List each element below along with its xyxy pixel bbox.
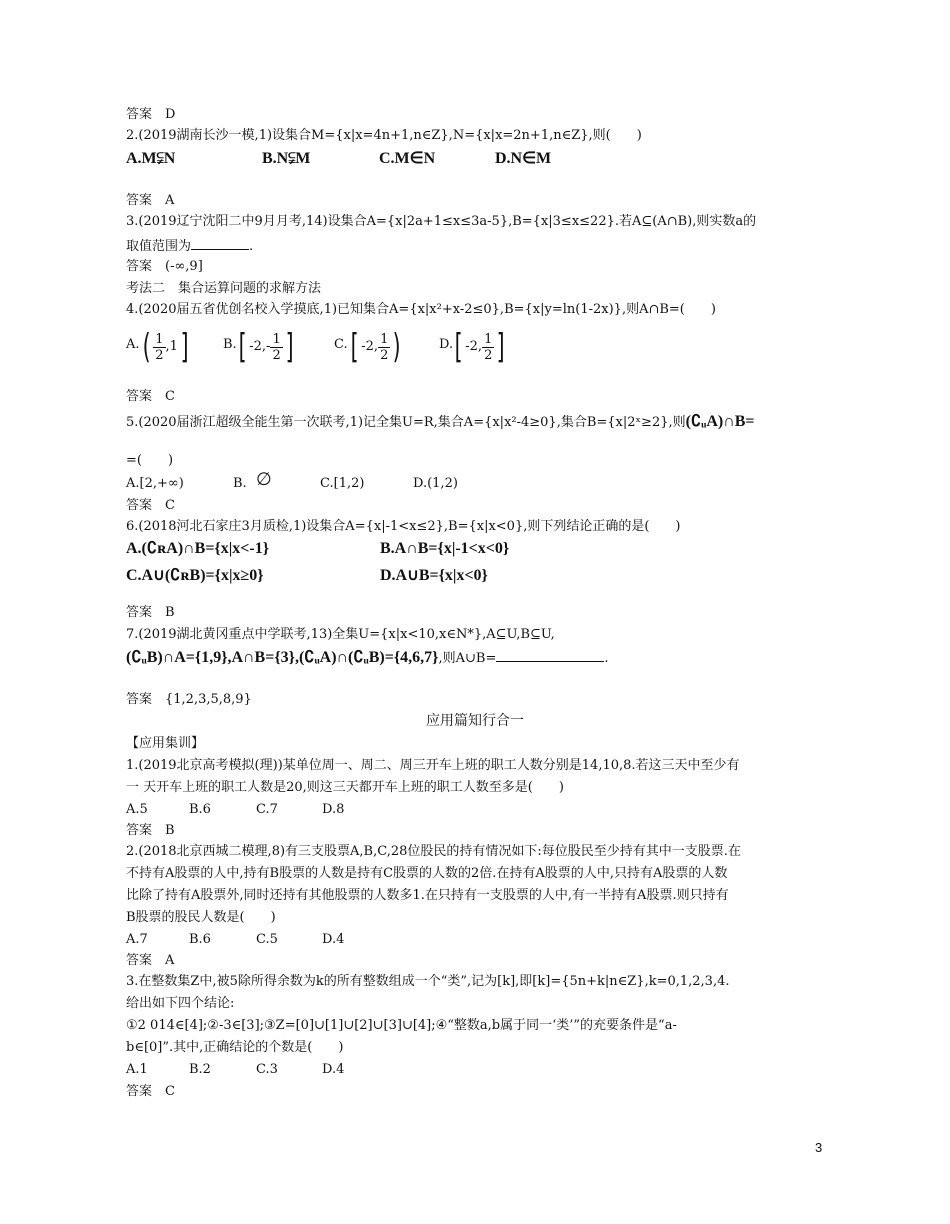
option-d: D.N∈M	[495, 150, 552, 167]
option-b: B.N⫋M	[262, 150, 311, 167]
empty-set-symbol: ∅	[256, 469, 272, 490]
answer-blank	[191, 236, 249, 250]
problem-3: 3.在整数集Z中,被5除所得余数为k的所有整数组成一个“类”,记为[k],即[k]={5n+k|n∈Z},k=0,1,2,3,4.	[126, 974, 730, 989]
problem-2: 2.(2018北京西城二模理,8)有三支股票A,B,C,28位股民的持有情况如下:每位股民至少持有其中一支股票.在	[126, 844, 741, 859]
complement-expression: (∁ᵤA)∩B=	[685, 413, 755, 430]
answer-line: 答案 B	[126, 823, 175, 838]
section-tag: 【应用集训】	[126, 736, 205, 751]
answer-line: 答案 C	[126, 498, 175, 513]
problem-3-cont1: 给出如下四个结论:	[126, 996, 235, 1011]
problem-2-cont2: 比除了持有A股票外,同时还持有其他股票的人数多1.在只持有一支股票的人中,有一半持有A股票.则只持有	[126, 888, 729, 903]
question-5-cont: =( )	[126, 453, 174, 468]
answer-line: 答案 C	[126, 389, 175, 404]
question-7: 7.(2019湖北黄冈重点中学联考,13)全集U={x|x<10,x∈N*},A⊆U,B⊆U,	[126, 627, 555, 642]
answer-line: 答案 D	[126, 107, 176, 122]
option-c: C.M∈N	[379, 150, 436, 167]
problem-2-cont1: 不持有A股票的人中,持有B股票的人数是持有C股票的人数的2倍.在持有A股票的人中,只持有A股票的人数	[126, 866, 728, 881]
option-a-interval: ( $\frac{1}{2}$ ,1]	[142, 327, 189, 367]
section-title: 应用篇知行合一	[426, 713, 524, 729]
question-5: 5.(2020届浙江超级全能生第一次联考,1)记全集U=R,集合A={x|x²-4≥0},集合B={x|2ˣ≥2},则(∁ᵤA)∩B=	[126, 413, 755, 430]
answer-line: 答案 A	[126, 953, 175, 968]
answer-blank	[496, 648, 604, 662]
question-3-cont: 取值范围为 .	[126, 236, 253, 256]
answer-line: 答案 (-∞,9]	[126, 259, 203, 274]
question-7-cont: (∁ᵤB)∩A={1,9},A∩B={3},(∁ᵤA)∩(∁ᵤB)={4,6,7},则A∪B= .	[126, 649, 609, 666]
problem-3-cont3: b∈[0]”.其中,正确结论的个数是( )	[126, 1040, 344, 1055]
question-3: 3.(2019辽宁沈阳二中9月月考,14)设集合A={x|2a+1≤x≤3a-5},B={x|3≤x≤22}.若A⊆(A∩B),则实数a的	[126, 214, 757, 229]
problem-3-cont2: ①2 014∈[4];②-3∈[3];③Z=[0]∪[1]∪[2]∪[3]∪[4];④“整数a,b属于同一‘类’”的充要条件是“a-	[126, 1018, 677, 1033]
set-relations: (∁ᵤB)∩A={1,9},A∩B={3},(∁ᵤA)∩(∁ᵤB)={4,6,7}	[126, 649, 439, 666]
question-4: 4.(2020届五省优创名校入学摸底,1)已知集合A={x|x²+x-2≤0},B={x|y=ln(1-2x)},则A∩B=( )	[126, 302, 716, 317]
option-b-interval: [ -2,- $\frac{1}{2}$ ]	[238, 327, 294, 367]
option-c-interval: [ -2, $\frac{1}{2}$ )	[350, 327, 401, 367]
problem-2-cont3: B股票的股民人数是( )	[126, 910, 276, 925]
answer-line: 答案 A	[126, 193, 175, 208]
question-6: 6.(2018河北石家庄3月质检,1)设集合A={x|-1<x≤2},B={x|x<0},则下列结论正确的是( )	[126, 519, 681, 534]
question-2: 2.(2019湖南长沙一模,1)设集合M={x|x=4n+1,n∈Z},N={x|x=2n+1,n∈Z},则( )	[126, 128, 642, 143]
answer-line: 答案 B	[126, 605, 175, 620]
problem-1: 1.(2019北京高考模拟(理))某单位周一、周二、周三开车上班的职工人数分别是14,10,8.若这三天中至少有	[126, 758, 740, 773]
page-number: 3	[815, 1140, 823, 1155]
problem-1-cont: 一 天开车上班的职工人数是20,则这三天都开车上班的职工人数至多是( )	[126, 780, 564, 795]
answer-line: 答案 C	[126, 1084, 175, 1099]
option-a: A.M⫋N	[126, 150, 176, 167]
method-heading: 考法二 集合运算问题的求解方法	[126, 281, 322, 296]
answer-line: 答案 {1,2,3,5,8,9}	[126, 692, 252, 707]
option-d-interval: [ -2, $\frac{1}{2}$ ]	[454, 327, 505, 367]
